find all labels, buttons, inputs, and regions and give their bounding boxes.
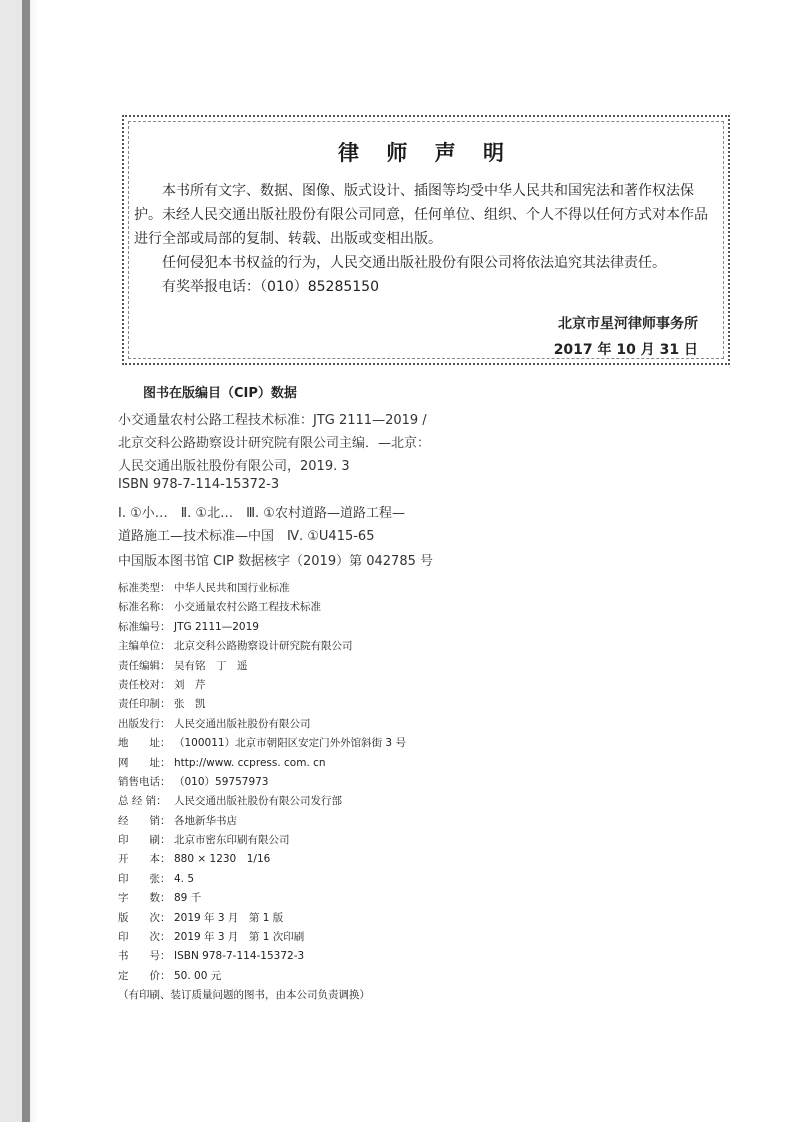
meta-label: 网 址：	[118, 756, 171, 769]
meta-row	[118, 948, 638, 967]
meta-label: 版 次：	[118, 911, 171, 924]
law-firm-name: 北京市星河律师事务所	[558, 316, 698, 332]
meta-label: 责任校对：	[118, 678, 171, 691]
meta-label: 标准名称：	[118, 601, 171, 614]
declaration-paragraph-copyright: 本书所有文字、数据、图像、版式设计、插图等均受中华人民共和国宪法和著作权法保护。未经人民交通出版社股份有限公司同意，任何单位、组织、个人不得以任何方式对本作品进行全部或局部的复制、转载、出版或变相出版。	[134, 183, 708, 247]
declaration-paragraph-liability: 任何侵犯本书权益的行为，人民交通出版社股份有限公司将依法追究其法律责任。	[162, 255, 666, 271]
cip-classification: Ⅰ. ①小… Ⅱ. ①北… Ⅲ. ①农村道路—道路工程—	[118, 506, 405, 521]
meta-value: 各地新华书店	[174, 814, 237, 827]
declaration-date: 2017 年 10 月 31 日	[553, 342, 698, 358]
cip-classification: 道路施工—技术标准—中国 Ⅳ. ①U415-65	[118, 529, 375, 544]
meta-row	[118, 851, 638, 870]
meta-value: 小交通量农村公路工程技术标准	[174, 601, 321, 614]
meta-label: 总 经 销：	[118, 795, 167, 808]
meta-row	[118, 735, 638, 754]
meta-label: 印 刷：	[118, 834, 171, 847]
meta-row	[118, 658, 638, 677]
publication-metadata	[118, 580, 638, 1002]
meta-label: 责任印制：	[118, 698, 171, 711]
meta-label: 印 次：	[118, 931, 171, 944]
meta-label: 出版发行：	[118, 717, 171, 730]
meta-label: 书 号：	[118, 950, 171, 963]
meta-label: 经 销：	[118, 814, 171, 827]
meta-row	[118, 968, 638, 987]
meta-value: 中华人民共和国行业标准	[174, 582, 290, 594]
meta-value: 89 千	[174, 892, 202, 905]
meta-label: 开 本：	[118, 853, 171, 866]
meta-row	[118, 832, 638, 851]
meta-label: 地 址：	[118, 737, 171, 750]
meta-value: 2019 年 3 月 第 1 次印刷	[174, 931, 305, 944]
meta-row	[118, 580, 638, 599]
meta-value: 2019 年 3 月 第 1 版	[174, 911, 284, 924]
meta-row	[118, 929, 638, 948]
meta-label: 字 数：	[118, 892, 171, 905]
meta-row	[118, 619, 638, 638]
meta-label: 销售电话：	[118, 775, 171, 788]
meta-value: 北京交科公路勘察设计研究院有限公司	[174, 640, 353, 653]
meta-row	[118, 696, 638, 715]
meta-label: 责任编辑：	[118, 659, 171, 672]
meta-value: JTG 2111—2019	[174, 620, 259, 633]
meta-row	[118, 793, 638, 812]
lawyer-declaration-box	[122, 115, 730, 365]
declaration-report-phone: 有奖举报电话：（010）85285150	[162, 279, 379, 295]
meta-value: 人民交通出版社股份有限公司	[174, 717, 311, 730]
meta-row	[118, 774, 638, 793]
meta-value: 北京市密东印刷有限公司	[174, 834, 290, 847]
meta-label: 标准编号：	[118, 620, 171, 633]
meta-value: （010）59757973	[174, 775, 269, 788]
quality-note: （有印刷、装订质量问题的图书，由本公司负责调换）	[118, 989, 370, 1002]
meta-row	[118, 638, 638, 657]
meta-value: 50. 00 元	[174, 969, 222, 982]
meta-row	[118, 871, 638, 890]
meta-value: http://www. ccpress. com. cn	[174, 756, 326, 769]
meta-value: 880 × 1230 1/16	[174, 853, 271, 866]
cip-verification-number: 中国版本图书馆 CIP 数据核字（2019）第 042785 号	[118, 554, 433, 569]
meta-value: ISBN 978-7-114-15372-3	[174, 950, 305, 963]
meta-row	[118, 910, 638, 929]
meta-value: 吴有铭 丁 遥	[174, 659, 248, 672]
meta-value: （100011）北京市朝阳区安定门外外馆斜街 3 号	[174, 737, 406, 750]
meta-row	[118, 599, 638, 618]
scan-edge	[0, 0, 38, 1122]
meta-row	[118, 677, 638, 696]
meta-label: 定 价：	[118, 969, 171, 982]
meta-value: 刘 芹	[174, 678, 206, 691]
meta-label: 标准类型：	[118, 582, 171, 594]
declaration-title: 律 师 声 明	[338, 141, 514, 165]
cip-heading: 图书在版编目（CIP）数据	[143, 386, 297, 401]
cip-isbn: ISBN 978-7-114-15372-3	[118, 477, 280, 492]
meta-value: 人民交通出版社股份有限公司发行部	[174, 795, 342, 808]
meta-value: 张 凯	[174, 698, 206, 711]
meta-row	[118, 716, 638, 735]
meta-label: 主编单位：	[118, 640, 171, 653]
meta-row	[118, 813, 638, 832]
meta-row	[118, 890, 638, 909]
meta-row	[118, 755, 638, 774]
meta-value: 4. 5	[174, 872, 195, 885]
cip-line: 小交通量农村公路工程技术标准：JTG 2111—2019 /	[118, 413, 427, 428]
cip-line: 人民交通出版社股份有限公司，2019. 3	[118, 459, 350, 474]
meta-label: 印 张：	[118, 872, 171, 885]
cip-line: 北京交科公路勘察设计研究院有限公司主编．—北京：	[118, 436, 431, 451]
